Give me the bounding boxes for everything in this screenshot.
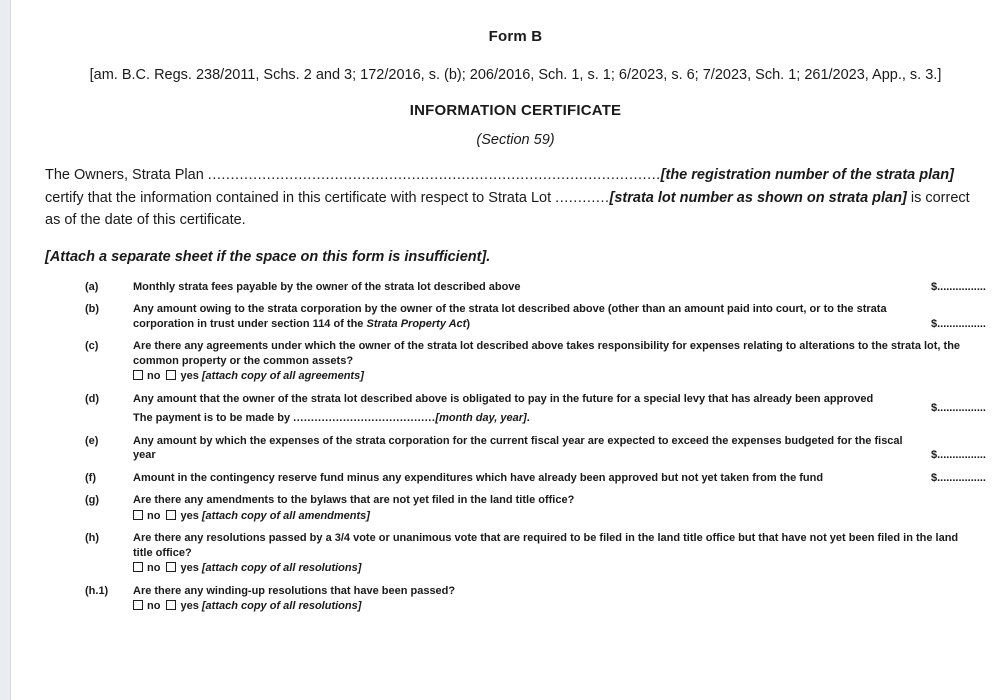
amount-blank: $................: [930, 471, 986, 484]
item-g: [85, 493, 986, 523]
item-text: [133, 302, 914, 331]
payment-tail: .: [526, 412, 530, 424]
item-text-main: Any amount owing to the strata corporation by the owner of the strata lot described above (other than an amount paid into court, or to the strata corporation in trust under section 114 of the: [133, 303, 887, 330]
yes-checkbox[interactable]: [166, 510, 176, 520]
no-label: no: [147, 370, 161, 382]
item-f: [85, 471, 986, 486]
item-d: [85, 392, 986, 426]
attach-hint: [attach copy of all resolutions]: [201, 562, 362, 574]
item-text: Any amount by which the expenses of the strata corporation for the current fiscal year are expected to exceed the expenses budgeted for the fiscal year: [133, 434, 903, 461]
item-h1: [85, 584, 986, 614]
item-label: (g): [85, 494, 100, 506]
no-label: no: [147, 562, 161, 574]
item-label: (b): [85, 303, 100, 315]
item-text: [133, 392, 914, 426]
payment-date-blank: ........................................: [293, 412, 436, 424]
item-b: [85, 302, 986, 331]
strata-plan-hint: [the registration number of the strata plan]: [660, 167, 954, 183]
act-name-italic: Strata Property Act: [366, 317, 467, 330]
item-label: (h.1): [85, 584, 109, 597]
yes-label: yes: [180, 509, 199, 522]
amount-blank: $................: [930, 449, 986, 461]
no-checkbox[interactable]: [133, 370, 143, 380]
checkbox-line: [133, 599, 980, 614]
strata-plan-lead: The Owners, Strata Plan: [45, 167, 208, 183]
item-label: (e): [85, 434, 99, 447]
no-checkbox[interactable]: [133, 510, 143, 520]
amendment-note: [am. B.C. Regs. 238/2011, Schs. 2 and 3; 172/2016, s. (b); 206/2016, Sch. 1, s. 1; 6/2023, s. 6; 7/2023, Sch. 1; 261/2023, App., s. 3.]: [89, 67, 942, 83]
item-e: [85, 434, 986, 463]
form-title: Form B: [488, 28, 543, 45]
form-b-page: [11, 0, 1000, 700]
amount-blank: $................: [930, 402, 986, 415]
attach-hint: [attach copy of all agreements]: [201, 370, 364, 382]
yes-label: yes: [180, 370, 199, 382]
viewer-page-edge: [0, 0, 11, 700]
attachment-note: [Attach a separate sheet if the space on this form is insufficient].: [45, 248, 491, 265]
attach-hint: [attach copy of all amendments]: [201, 509, 370, 522]
yes-checkbox[interactable]: [166, 370, 176, 380]
yes-label: yes: [180, 600, 199, 612]
no-label: no: [147, 509, 161, 522]
payment-date-line: [133, 411, 908, 426]
item-label: (c): [85, 340, 99, 352]
item-text-tail: ): [466, 317, 470, 330]
item-text: Amount in the contingency reserve fund minus any expenditures which have already been approved but not yet taken from the fund: [133, 471, 824, 484]
item-c: [85, 339, 986, 384]
strata-lot-hint: [strata lot number as shown on strata plan]: [609, 189, 907, 206]
checkbox-line: [133, 561, 980, 576]
certify-statement: [45, 187, 986, 232]
no-checkbox[interactable]: [133, 562, 143, 572]
item-question: Are there any resolutions passed by a 3/4 vote or unanimous vote that are required to be filed in the land title office but that have not yet been filed in the land title office?: [133, 532, 959, 559]
certify-text: certify that the information contained in this certificate with respect to Strata Lot: [45, 189, 556, 206]
yes-checkbox[interactable]: [166, 600, 176, 610]
item-a: [85, 280, 986, 295]
item-question: Are there any agreements under which the owner of the strata lot described above takes responsibility for expenses relating to alterations to the strata lot, the common property or the common assets?: [133, 340, 961, 367]
payment-lead: The payment is to be made by: [133, 412, 294, 424]
payment-date-hint: [month day, year]: [435, 412, 527, 424]
no-checkbox[interactable]: [133, 600, 143, 610]
checkbox-line: [133, 369, 980, 384]
item-text: [133, 531, 986, 576]
yes-label: yes: [180, 562, 199, 574]
checkbox-line: [133, 509, 980, 524]
item-text: [133, 493, 986, 523]
attach-hint: [attach copy of all resolutions]: [201, 600, 362, 612]
item-label: (h): [85, 532, 100, 544]
amount-blank: $................: [930, 317, 986, 330]
strata-lot-blank: ............: [555, 189, 610, 206]
item-question: Are there any winding-up resolutions that have been passed?: [133, 584, 456, 597]
section-reference: (Section 59): [476, 132, 555, 148]
item-list: [45, 280, 986, 614]
intro-paragraph: [45, 164, 986, 232]
item-question: Are there any amendments to the bylaws that are not yet filed in the land title office?: [133, 494, 575, 506]
item-text: [133, 339, 986, 384]
item-label: (a): [85, 280, 99, 293]
item-h: [85, 531, 986, 576]
item-question: Any amount that the owner of the strata lot described above is obligated to pay in the future for a special levy that has already been approved: [133, 392, 874, 405]
certify-text-tail: is correct as of the date of this certificate.: [45, 189, 970, 228]
yes-checkbox[interactable]: [166, 562, 176, 572]
strata-plan-blank: ....................................................................................................: [207, 167, 661, 183]
strata-plan-line: [45, 164, 986, 187]
no-label: no: [147, 600, 161, 612]
item-label: (d): [85, 392, 100, 405]
item-text: [133, 584, 986, 614]
amount-blank: $................: [930, 280, 986, 293]
item-text: Monthly strata fees payable by the owner of the strata lot described above: [133, 280, 521, 293]
certificate-title: INFORMATION CERTIFICATE: [409, 102, 622, 119]
item-label: (f): [85, 471, 96, 484]
